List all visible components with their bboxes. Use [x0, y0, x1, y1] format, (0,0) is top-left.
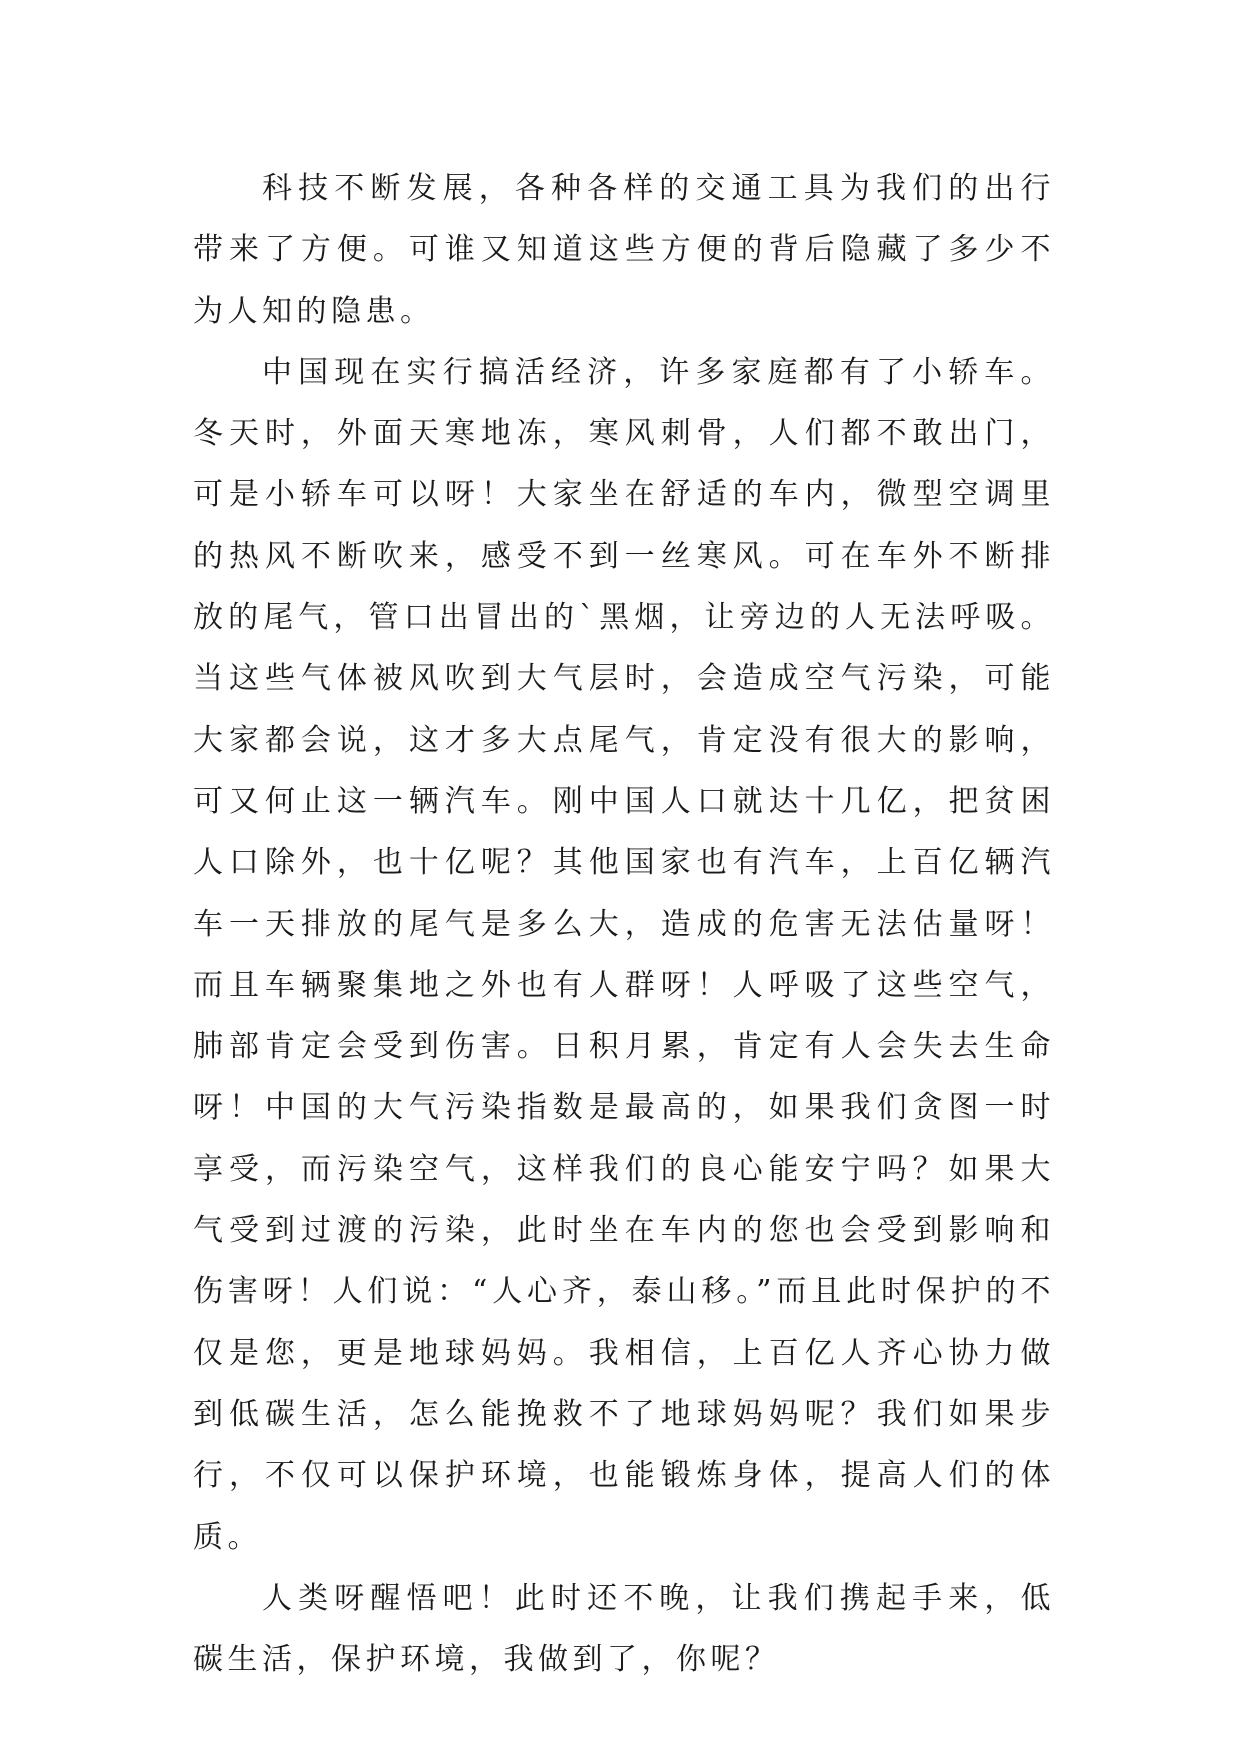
paragraph-conclusion: 人类呀醒悟吧！此时还不晚，让我们携起手来，低碳生活，保护环境，我做到了，你呢？ [193, 1580, 1055, 1678]
paragraph-main: 中国现在实行搞活经济，许多家庭都有了小轿车。冬天时，外面天寒地冻，寒风刺骨，人们都不敢出门，可是小轿车可以呀！大家坐在舒适的车内，微型空调里的热风不断吹来，感受不到一丝寒风。可在车外不断排放的尾气，管口出冒出的`黑烟，让旁边的人无法呼吸。当这些气体被风吹到大气层时，会造成空气污染，可能大家都会说，这才多大点尾气，肯定没有很大的影响，可又何止这一辆汽车。刚中国人口就达十几亿，把贫困人口除外，也十亿呢？其他国家也有汽车，上百亿辆汽车一天排放的尾气是多么大，造成的危害无法估量呀！而且车辆聚集地之外也有人群呀！人呼吸了这些空气，肺部肯定会受到伤害。日积月累，肯定有人会失去生命呀！中国的大气污染指数是最高的，如果我们贪图一时享受，而污染空气，这样我们的良心能安宁吗？如果大气受到过渡的污染，此时坐在车内的您也会受到影响和伤害呀！人们说：“人心齐，泰山移。”而且此时保护的不仅是您，更是地球妈妈。我相信，上百亿人齐心协力做到低碳生活，怎么能挽救不了地球妈妈呢？我们如果步行，不仅可以保护环境，也能锻炼身体，提高人们的体质。 [193, 354, 1055, 1555]
essay-body [193, 158, 1055, 1690]
paragraph-intro: 科技不断发展，各种各样的交通工具为我们的出行带来了方便。可谁又知道这些方便的背后隐藏了多少不为人知的隐患。 [193, 171, 1055, 329]
